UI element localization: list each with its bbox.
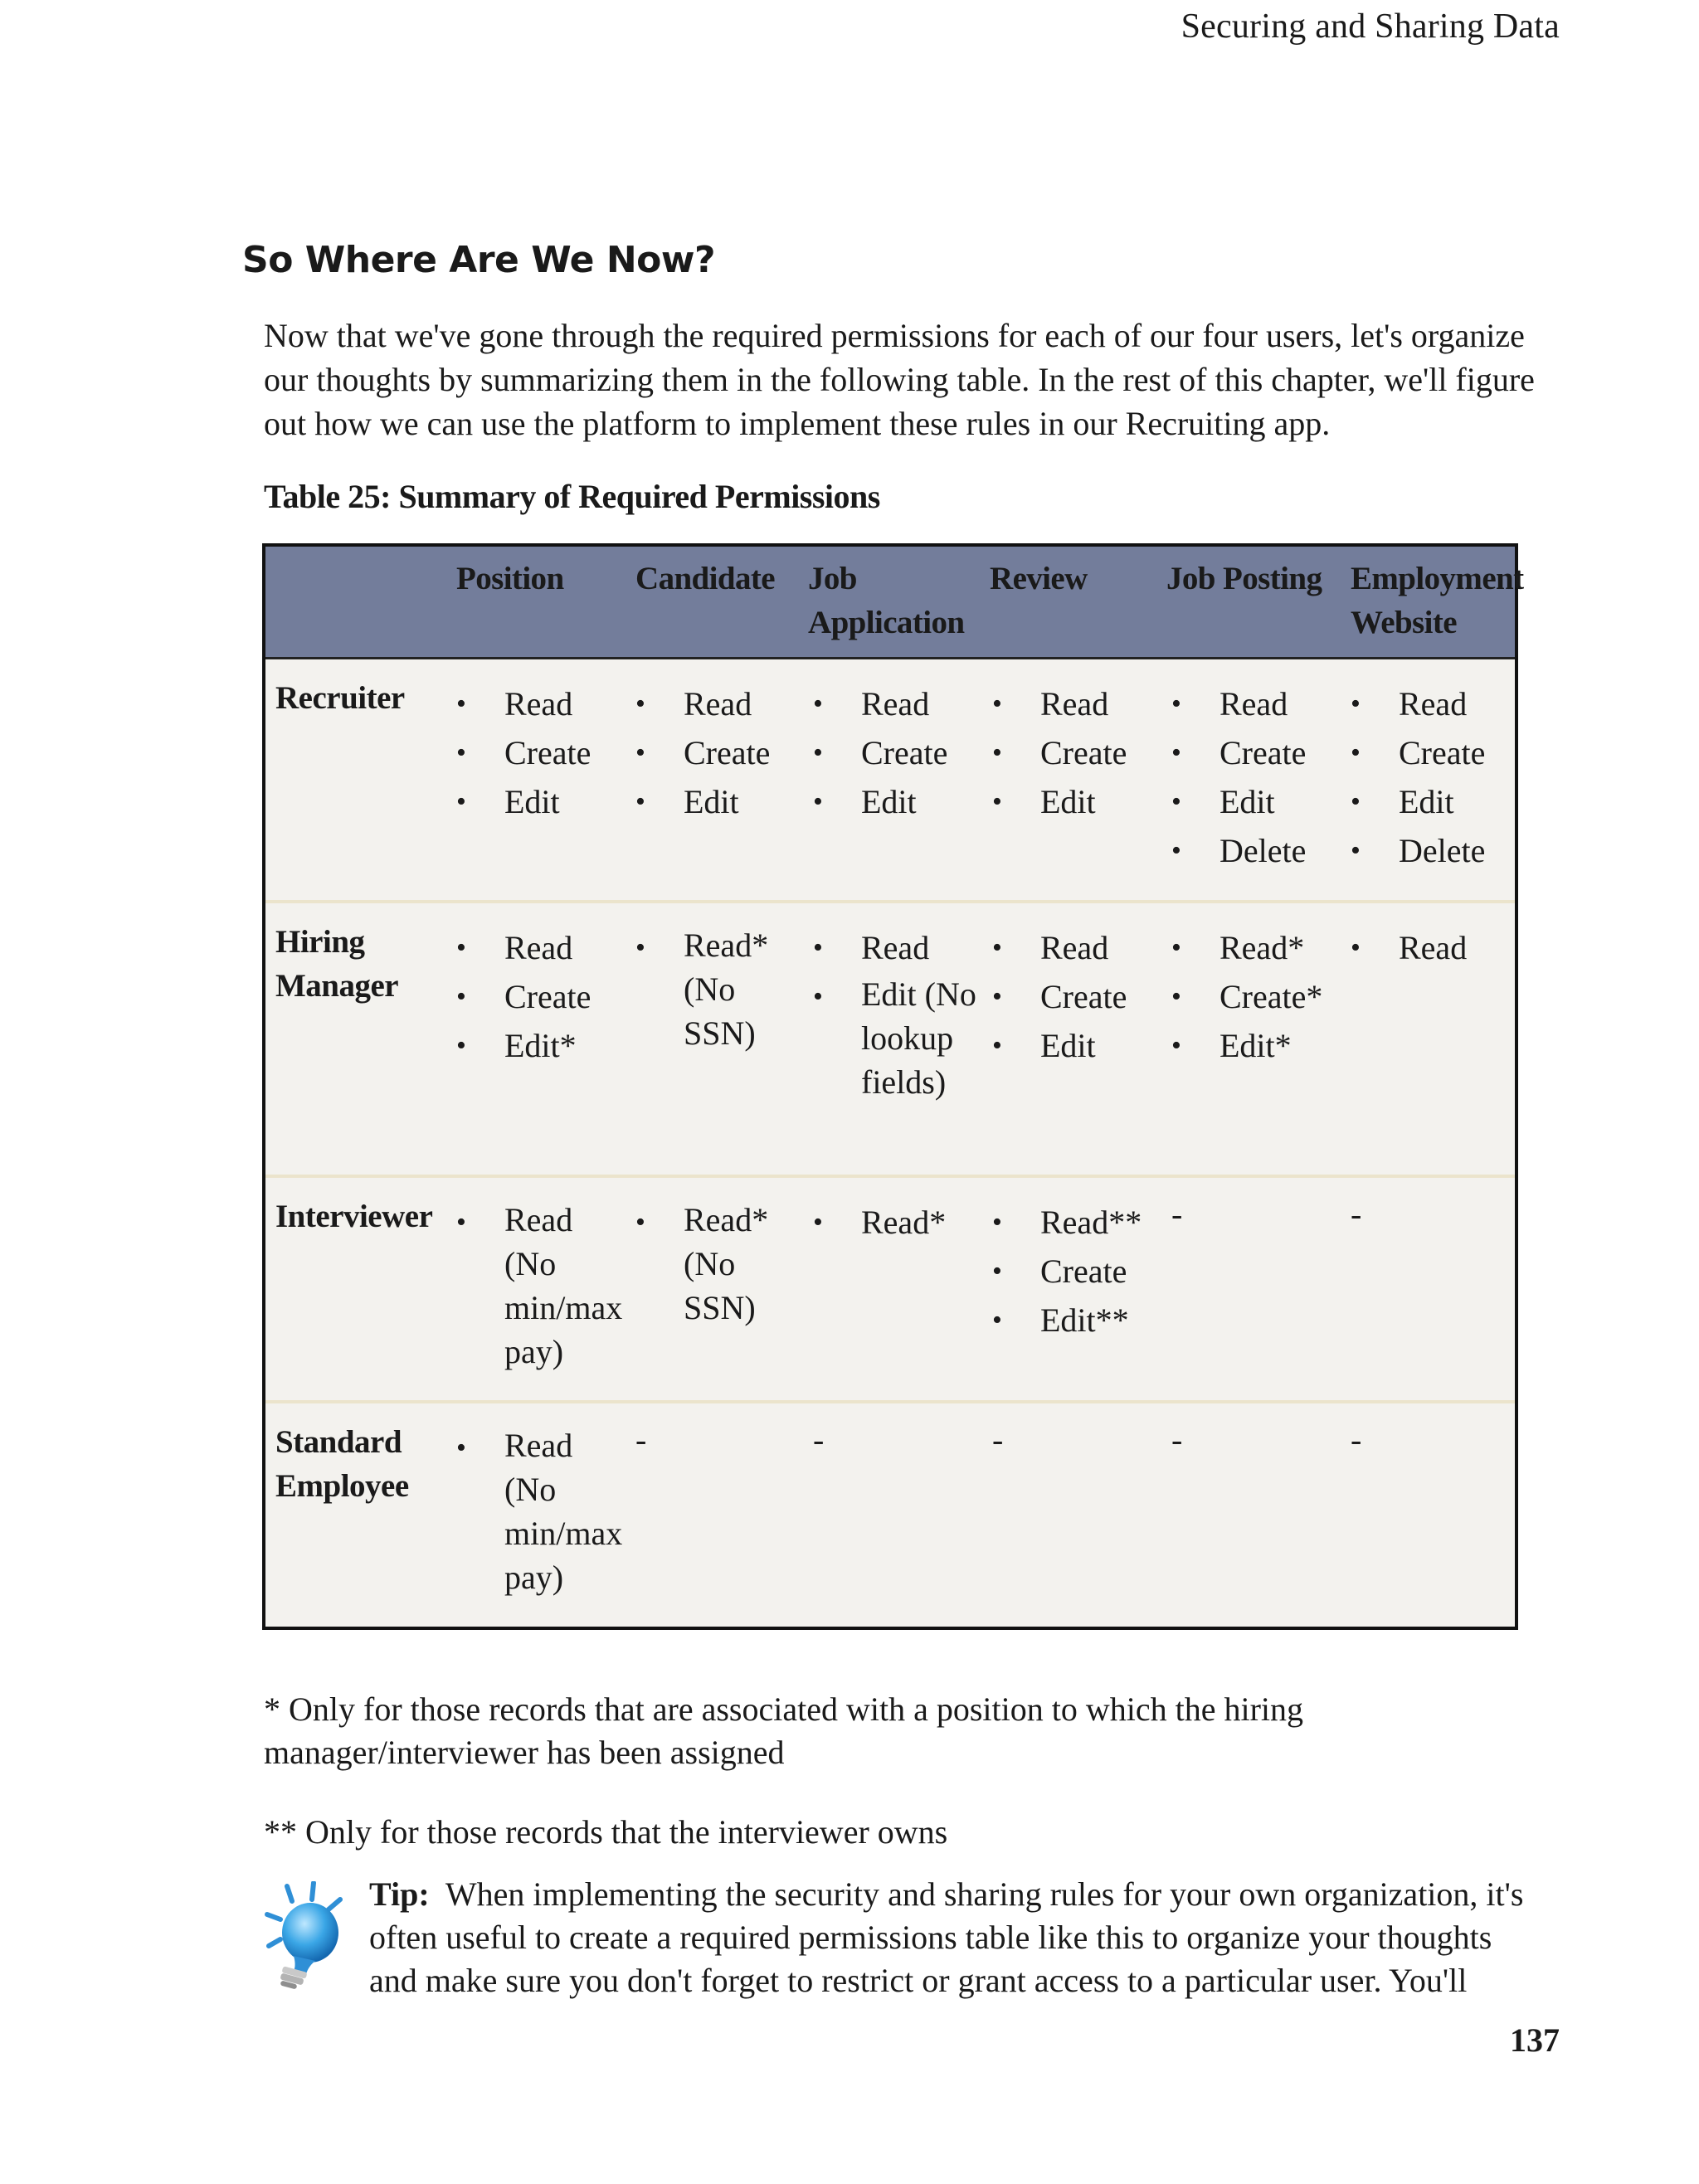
bullet-icon: • [1351,835,1361,866]
permissions-table [262,543,1524,1630]
bullet-icon: • [1171,981,1181,1012]
bullet-icon: • [1171,932,1181,963]
table-cell [1171,1195,1337,1233]
bullet-icon: • [813,737,823,768]
table-caption: Table 25: Summary of Required Permissions [264,478,880,515]
permission-item [456,777,622,826]
permission-text: Read [1040,929,1109,966]
no-access-dash: - [635,1421,647,1458]
permission-item [992,728,1158,777]
permission-item [992,1296,1158,1345]
permission-item [635,679,801,728]
table-cell [1171,1423,1337,1457]
no-access-dash: - [1351,1421,1362,1458]
bullet-icon: • [1171,835,1181,866]
permission-text: Edit [1219,783,1275,820]
permission-text: Edit [504,783,560,820]
table-cell [456,1423,622,1599]
table-cell [635,1423,801,1457]
permission-text: Edit [1040,783,1096,820]
permission-item [1171,1021,1337,1070]
bullet-icon: • [992,1030,1002,1061]
permission-text: Read (No min/max pay) [504,1427,623,1596]
permission-text: Read* (No SSN) [684,927,769,1052]
permission-text: Read [504,685,573,722]
bullet-icon: • [456,1207,466,1238]
bullet-icon: • [1351,737,1361,768]
permission-item [992,1247,1158,1296]
permission-item [456,1423,622,1599]
permission-item [813,728,979,777]
permission-item [456,1021,622,1070]
bullet-icon: • [635,786,645,817]
permission-item [1171,826,1337,875]
permission-item [1351,923,1513,972]
permission-item [456,728,622,777]
bullet-icon: • [992,1256,1002,1287]
permission-item [1351,728,1513,777]
bullet-icon: • [1171,786,1181,817]
table-cell [456,923,622,1070]
no-access-dash: - [992,1421,1004,1458]
intro-paragraph: Now that we've gone through the required permissions for each of our four users, let's organize our thoughts by summarizing them in the following table. In the rest of this chapter, we'll figure out how we can use the platform to implement these rules in our Recruiting app. [264,317,1535,442]
bullet-icon: • [456,1432,466,1463]
bullet-icon: • [456,1030,466,1061]
bullet-icon: • [813,981,823,1012]
permission-item [813,679,979,728]
permission-item [813,972,979,1104]
permission-item [1171,777,1337,826]
permission-text: Edit [1399,783,1454,820]
permission-text: Edit [684,783,739,820]
bullet-icon: • [813,688,823,719]
permission-text: Read* [1219,929,1305,966]
bullet-icon: • [1351,932,1361,963]
permission-text: Create [1040,978,1127,1015]
table-row-standard-employee [265,1400,1515,1627]
row-header: Standard Employee [275,1424,409,1504]
permission-list [456,1198,622,1374]
section-title: So Where Are We Now? [242,239,716,281]
table-row-recruiter [265,659,1515,900]
permission-item [456,1198,622,1374]
permission-text: Edit* [504,1027,577,1064]
table-cell [813,1198,979,1247]
bullet-icon: • [992,688,1002,719]
lightbulb-icon [264,1881,347,1989]
permission-item [635,777,801,826]
column-header-employment-website: Employment Website [1351,561,1524,640]
running-header: Securing and Sharing Data [1181,7,1560,46]
permission-list [992,679,1158,826]
permission-list [813,1198,979,1247]
bullet-icon: • [1171,688,1181,719]
permission-item [1171,972,1337,1021]
permission-list [456,923,622,1070]
permission-text: Delete [1219,832,1307,869]
no-access-dash: - [813,1421,825,1458]
bullet-icon: • [1171,737,1181,768]
permission-text: Read [504,929,573,966]
row-header: Recruiter [275,680,405,716]
permission-item [635,1198,801,1330]
bullet-icon: • [456,981,466,1012]
column-header-job-application: Job Application [808,561,965,640]
bullet-icon: • [635,688,645,719]
no-access-dash: - [1171,1421,1183,1458]
table-cell [635,679,801,826]
permission-text: Read [1399,929,1468,966]
permission-list [813,679,979,826]
table-cell [1351,923,1513,972]
table-body [265,659,1515,1627]
permission-text: Create [1399,734,1486,771]
permission-item [813,777,979,826]
column-header-review: Review [990,561,1088,596]
table-cell [992,923,1158,1070]
permission-item [635,923,801,1055]
bullet-icon: • [456,737,466,768]
permission-text: Read [861,929,930,966]
permission-item [1351,679,1513,728]
bullet-icon: • [992,1305,1002,1335]
permission-list [635,679,801,826]
table-cell [992,1198,1158,1345]
permission-list [813,923,979,1104]
permission-text: Read [861,685,930,722]
table-cell [456,1198,622,1374]
table-cell [1171,923,1337,1070]
permission-item [813,1198,979,1247]
permission-item [1351,826,1513,875]
footnote-double-star: ** Only for those records that the interviewer owns [264,1813,948,1851]
permission-list [1351,923,1513,972]
permission-text: Edit (No lookup fields) [861,975,976,1101]
permission-list [635,1198,801,1330]
tip-paragraph [369,1873,1531,2002]
no-access-dash: - [1171,1195,1183,1233]
permission-text: Create [861,734,948,771]
bullet-icon: • [456,786,466,817]
permission-text: Create [504,734,591,771]
bullet-icon: • [635,932,645,963]
permission-text: Read* [861,1204,947,1241]
table-row-hiring-manager [265,900,1515,1175]
permission-item [1171,728,1337,777]
permission-text: Read [1399,685,1468,722]
column-header-job-posting: Job Posting [1166,561,1322,596]
table-header-row [265,547,1524,659]
permission-item [992,923,1158,972]
permission-list [456,1423,622,1599]
permission-list [1171,679,1337,875]
no-access-dash: - [1351,1195,1362,1233]
bullet-icon: • [813,932,823,963]
bullet-icon: • [992,737,1002,768]
permission-item [1351,777,1513,826]
permission-list [992,923,1158,1070]
permission-item [1171,923,1337,972]
table-row-interviewer [265,1175,1515,1400]
page-number: 137 [1510,2021,1560,2059]
permission-list [456,679,622,826]
permission-text: Read [1219,685,1288,722]
bullet-icon: • [992,786,1002,817]
permission-item [1171,679,1337,728]
tip-label: Tip: [369,1875,430,1913]
permission-text: Create [1040,734,1127,771]
permission-text: Edit* [1219,1027,1292,1064]
table-cell [635,923,801,1055]
permission-text: Read** [1040,1204,1142,1241]
permission-item [635,728,801,777]
permission-text: Delete [1399,832,1486,869]
permission-list [1351,679,1513,875]
permission-item [992,679,1158,728]
column-header-position: Position [456,561,564,596]
table-cell [992,679,1158,826]
table-cell [813,923,979,1104]
permission-item [992,777,1158,826]
row-header: Interviewer [275,1199,433,1234]
column-header-candidate: Candidate [635,561,775,596]
bullet-icon: • [1351,786,1361,817]
permission-item [992,972,1158,1021]
bullet-icon: • [635,1207,645,1238]
permission-list [1171,923,1337,1070]
permission-text: Edit** [1040,1301,1129,1339]
tip-text: When implementing the security and sharing rules for your own organization, it's often useful to create a required permissions table like this to organize your thoughts and make sure you don't forget to restrict or grant access to a particular user. You'll [369,1875,1524,1999]
table-cell [992,1423,1158,1457]
bullet-icon: • [456,688,466,719]
permission-item [456,972,622,1021]
table-cell [1351,1423,1513,1457]
table-cell [635,1198,801,1330]
table-cell [813,679,979,826]
permission-text: Create [504,978,591,1015]
bullet-icon: • [992,1207,1002,1238]
permission-item [456,923,622,972]
table-cell [456,679,622,826]
bullet-icon: • [456,932,466,963]
bullet-icon: • [1171,1030,1181,1061]
table-cell [1351,679,1513,875]
permission-item [813,923,979,972]
permission-text: Create [1219,734,1307,771]
bullet-icon: • [992,981,1002,1012]
permission-text: Create [1040,1253,1127,1290]
permission-list [635,923,801,1055]
table-cell [1351,1195,1513,1233]
permission-text: Edit [1040,1027,1096,1064]
bullet-icon: • [635,737,645,768]
permission-text: Read [684,685,752,722]
permission-item [992,1021,1158,1070]
permission-item [992,1198,1158,1247]
table-cell [1171,679,1337,875]
bullet-icon: • [813,786,823,817]
permission-text: Create [684,734,771,771]
permission-text: Read (No min/max pay) [504,1201,623,1370]
bullet-icon: • [1351,688,1361,719]
bullet-icon: • [813,1207,823,1238]
row-header: Hiring Manager [275,924,399,1004]
table-cell [813,1423,979,1457]
permission-text: Edit [861,783,917,820]
footnote-single-star: * Only for those records that are associated with a position to which the hiring manager/interviewer has been assigned [264,1690,1304,1771]
permission-text: Create* [1219,978,1323,1015]
permission-item [456,679,622,728]
bullet-icon: • [992,932,1002,963]
permission-text: Read [1040,685,1109,722]
permission-list [992,1198,1158,1345]
permission-text: Read* (No SSN) [684,1201,769,1326]
